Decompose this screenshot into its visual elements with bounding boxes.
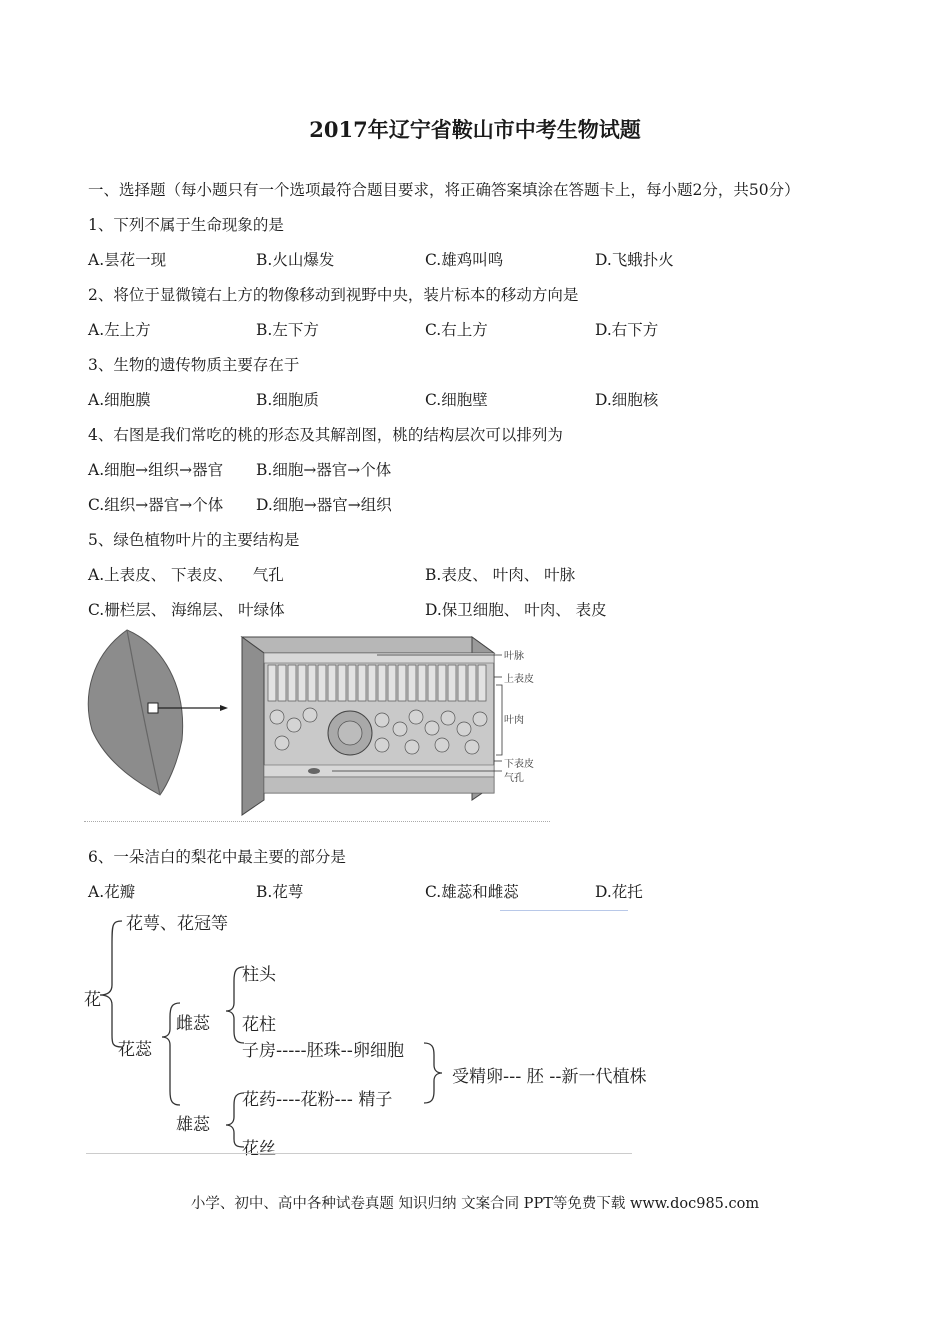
label-mesophyll: 叶肉 xyxy=(504,715,524,726)
option-d: D.飞蛾扑火 xyxy=(595,251,674,269)
filament-label: 花丝 xyxy=(242,1139,276,1159)
flower-root-label: 花 xyxy=(84,990,101,1010)
question-stem: 5、绿色植物叶片的主要结构是 xyxy=(88,531,300,549)
option-b: B.左下方 xyxy=(256,321,319,339)
block-top-face xyxy=(242,637,494,653)
upper-epidermis-layer xyxy=(264,653,494,663)
option-a: A.上表皮、 下表皮、 气孔 xyxy=(88,566,284,584)
brace-fertilization xyxy=(424,1043,442,1103)
label-vein: 叶脉 xyxy=(504,651,524,662)
leaf-cross-section-block xyxy=(242,637,494,815)
page-footer: 小学、初中、高中各种试卷真题 知识归纳 文案合同 PPT等免费下载 www.doc985.com xyxy=(190,1196,760,1212)
lower-block-layer xyxy=(264,777,494,793)
option-b: B.花萼 xyxy=(256,883,304,901)
option-b: B.火山爆发 xyxy=(256,251,335,269)
flower-map-braces xyxy=(82,905,682,1155)
option-a: A.左上方 xyxy=(88,321,151,339)
option-b: B.细胞质 xyxy=(256,391,319,409)
option-a: A.细胞→组织→器官 xyxy=(88,461,224,479)
option-d: D.细胞→器官→组织 xyxy=(256,496,392,514)
leaf-illustration xyxy=(82,625,552,825)
option-c: C.组织→器官→个体 xyxy=(88,496,224,514)
figure-divider xyxy=(84,821,550,822)
option-d: D.花托 xyxy=(595,883,643,901)
fertilization-result-label: 受精卵--- 胚 --新一代植株 xyxy=(452,1067,647,1087)
option-a: A.昙花一现 xyxy=(88,251,167,269)
option-a: A.细胞膜 xyxy=(88,391,151,409)
leaf-shape xyxy=(88,630,182,795)
option-c: C.栅栏层、 海绵层、 叶绿体 xyxy=(88,601,285,619)
brace-flower xyxy=(100,921,122,1047)
question-stem: 4、右图是我们常吃的桃的形态及其解剖图，桃的结构层次可以排列为 xyxy=(88,426,563,444)
pistil-label: 雌蕊 xyxy=(176,1014,210,1034)
label-stoma: 气孔 xyxy=(504,773,524,784)
sepals-petals-label: 花萼、花冠等 xyxy=(126,914,228,934)
option-d: D.保卫细胞、 叶肉、 表皮 xyxy=(425,601,607,619)
stamen-label: 雄蕊 xyxy=(176,1115,210,1135)
option-c: C.细胞壁 xyxy=(425,391,488,409)
leaf-sample-marker xyxy=(148,703,158,713)
option-d: D.细胞核 xyxy=(595,391,659,409)
figure-bottom-rule xyxy=(86,1153,632,1154)
section-heading: 一、选择题（每小题只有一个选项最符合题目要求，将正确答案填涂在答题卡上，每小题2分，共50分） xyxy=(88,181,800,199)
page-title: 2017年辽宁省鞍山市中考生物试题 xyxy=(309,117,641,142)
ovary-chain-label: 子房-----胚珠--卵细胞 xyxy=(242,1041,404,1061)
flower-structure-map xyxy=(82,905,682,1159)
question-stem: 6、一朵洁白的梨花中最主要的部分是 xyxy=(88,848,346,866)
label-upper-epidermis: 上表皮 xyxy=(504,674,534,685)
style-label: 花柱 xyxy=(242,1015,276,1035)
anther-chain-label: 花药----花粉--- 精子 xyxy=(242,1090,393,1110)
leaf-structure-figure xyxy=(82,625,552,825)
question-stem: 1、下列不属于生命现象的是 xyxy=(88,216,284,234)
option-c: C.雄蕊和雌蕊 xyxy=(425,883,519,901)
question-stem: 2、将位于显微镜右上方的物像移动到视野中央，装片标本的移动方向是 xyxy=(88,286,579,304)
option-c: C.雄鸡叫鸣 xyxy=(425,251,504,269)
question-stem: 3、生物的遗传物质主要存在于 xyxy=(88,356,300,374)
stigma-label: 柱头 xyxy=(242,965,276,985)
option-b: B.细胞→器官→个体 xyxy=(256,461,392,479)
label-lower-epidermis: 下表皮 xyxy=(504,759,534,770)
option-a: A.花瓣 xyxy=(88,883,136,901)
option-c: C.右上方 xyxy=(425,321,488,339)
stoma xyxy=(308,768,320,774)
block-left-face xyxy=(242,637,264,815)
arrow-head-icon xyxy=(220,705,228,711)
option-d: D.右下方 xyxy=(595,321,659,339)
pistil-group-label: 花蕊 xyxy=(118,1040,152,1060)
option-b: B.表皮、 叶肉、 叶脉 xyxy=(425,566,576,584)
vein-core xyxy=(338,721,362,745)
